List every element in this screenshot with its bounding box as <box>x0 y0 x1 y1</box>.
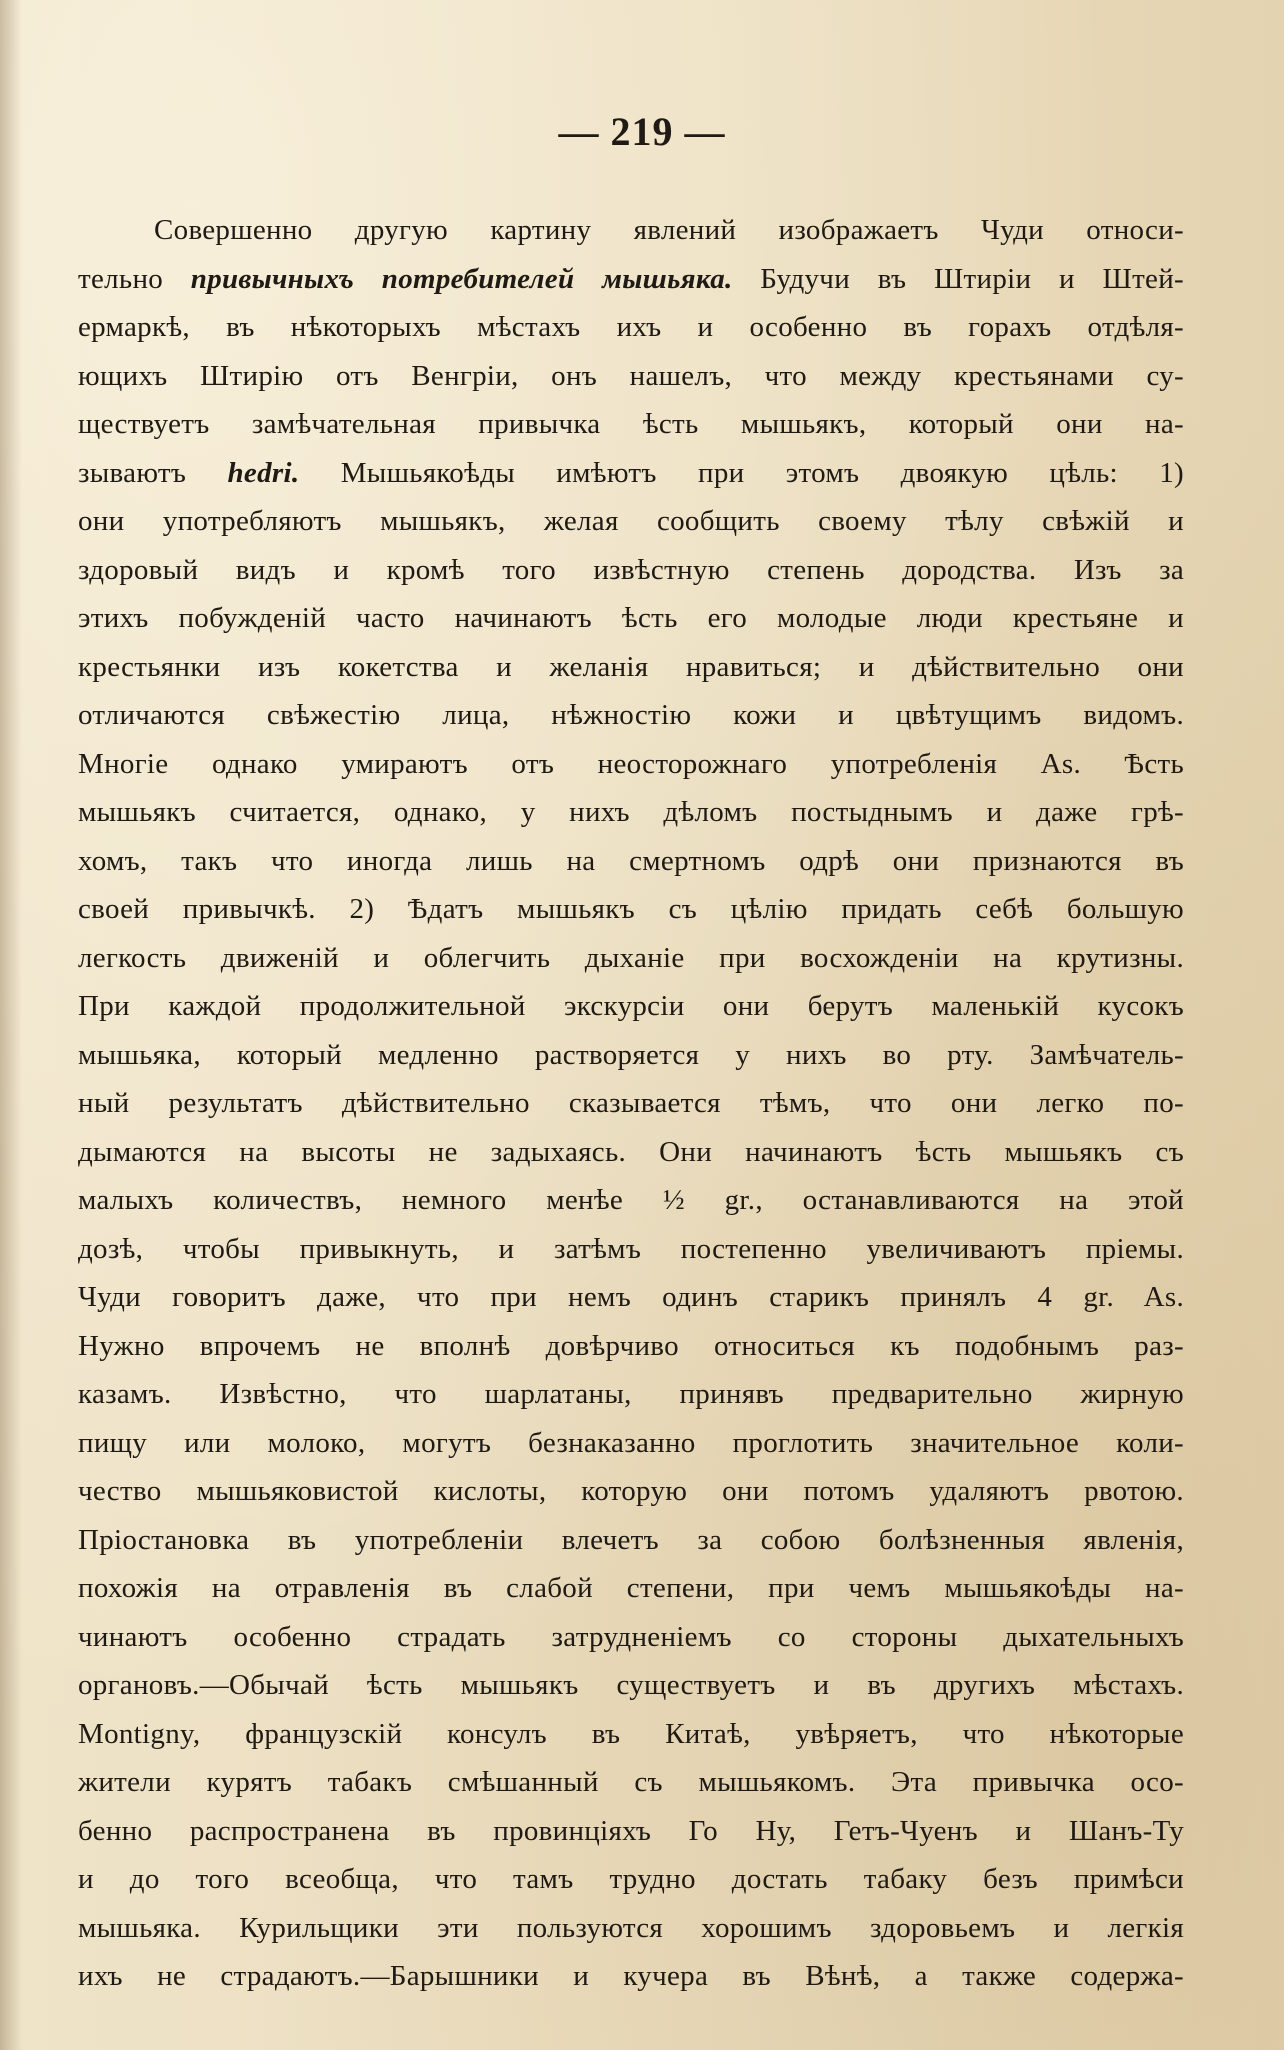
text-line: они употребляютъ мышьякъ, желая сообщить своему тѣлу свѣжій и <box>78 505 1184 537</box>
text-line: легкость движеній и облегчить дыханіе при восхожденіи на крутизны. <box>78 941 1184 974</box>
binding-shadow <box>0 0 22 2050</box>
text-line: ермаркѣ, въ нѣкоторыхъ мѣстахъ ихъ и особенно въ горахъ отдѣля- <box>78 311 1184 343</box>
text-line: похожія на отравленія въ слабой степени, при чемъ мышьякоѣды на- <box>78 1572 1184 1604</box>
text-line: отличаются свѣжестію лица, нѣжностію кожи и цвѣтущимъ видомъ. <box>78 699 1184 731</box>
text-line: чинаютъ особенно страдать затрудненіемъ со стороны дыхательныхъ <box>78 1620 1184 1653</box>
text-line: Совершенно другую картину явлений изображаетъ Чуди относи- <box>154 214 1184 246</box>
text-line: мышьякъ считается, однако, у нихъ дѣломъ постыднымъ и даже грѣ- <box>78 796 1184 828</box>
text-line: пищу или молоко, могутъ безнаказанно проглотить значительное коли- <box>78 1426 1184 1459</box>
text-line: Чуди говоритъ даже, что при немъ одинъ старикъ принялъ 4 gr. As. <box>78 1281 1184 1313</box>
text-line: ющихъ Штирію отъ Венгріи, онъ нашелъ, что между крестьянами су- <box>78 359 1184 392</box>
text-line: этихъ побужденій часто начинаютъ ѣсть его молодые люди крестьяне и <box>78 602 1184 634</box>
text-line: крестьянки изъ кокетства и желанія нравиться; и дѣйствительно они <box>78 650 1184 683</box>
emphasized-text: привычныхъ потребителей мышьяка. <box>190 262 733 295</box>
page-number: — 219 — <box>558 109 726 154</box>
text-segment: зываютъ <box>78 456 228 489</box>
text-line: своей привычкѣ. 2) Ѣдатъ мышьякъ съ цѣлію придать себѣ большую <box>78 893 1184 925</box>
text-line: дозѣ, чтобы привыкнуть, и затѣмъ постепенно увеличиваютъ пріемы. <box>78 1232 1184 1265</box>
text-line: хомъ, такъ что иногда лишь на смертномъ одрѣ они признаются въ <box>78 844 1184 877</box>
text-segment: тельно <box>78 262 191 295</box>
text-line: ный результатъ дѣйствительно сказывается тѣмъ, что они легко по- <box>78 1087 1184 1119</box>
text-line: жители курятъ табакъ смѣшанный съ мышьякомъ. Эта привычка осо- <box>78 1766 1184 1798</box>
text-line <box>78 255 1184 304</box>
text-line: Многіе однако умираютъ отъ неосторожнаго употребленія As. Ѣсть <box>78 747 1184 780</box>
text-line: бенно распространена въ провинціяхъ Го Ну, Гетъ-Чуенъ и Шанъ-Ту <box>78 1814 1184 1847</box>
text-line: мышьяка, который медленно растворяется у нихъ во рту. Замѣчатель- <box>78 1038 1184 1071</box>
text-line: ществуетъ замѣчательная привычка ѣсть мышьякъ, который они на- <box>78 408 1184 440</box>
text-line: органовъ.—Обычай ѣсть мышьякъ существуетъ и въ другихъ мѣстахъ. <box>78 1669 1184 1701</box>
text-segment: Мышьякоѣды имѣютъ при этомъ двоякую цѣль: 1) <box>299 456 1184 489</box>
text-line: Нужно впрочемъ не вполнѣ довѣрчиво относиться къ подобнымъ раз- <box>78 1329 1184 1362</box>
text-line: чество мышьяковистой кислоты, которую они потомъ удаляютъ рвотою. <box>78 1475 1184 1507</box>
text-line <box>78 449 1184 498</box>
text-line: мышьяка. Курильщики эти пользуются хорошимъ здоровьемъ и легкія <box>78 1911 1184 1944</box>
text-line: здоровый видъ и кромѣ того извѣстную степень дородства. Изъ за <box>78 553 1184 586</box>
emphasized-text: hedri. <box>227 456 300 489</box>
text-line: При каждой продолжительной экскурсіи они берутъ маленькій кусокъ <box>78 990 1184 1022</box>
text-line: Montigny, французскій консулъ въ Китаѣ, увѣряетъ, что нѣкоторые <box>78 1717 1184 1750</box>
text-line: дымаются на высоты не задыхаясь. Они начинаютъ ѣсть мышьякъ съ <box>78 1135 1184 1168</box>
text-line: казамъ. Извѣстно, что шарлатаны, принявъ предварительно жирную <box>78 1378 1184 1410</box>
body-text <box>78 206 1184 2001</box>
text-line: малыхъ количествъ, немного менѣе ½ gr., останавливаются на этой <box>78 1184 1184 1216</box>
text-line: и до того всеобща, что тамъ трудно достать табаку безъ примѣси <box>78 1863 1184 1895</box>
text-segment: Будучи въ Штиріи и Штей- <box>732 262 1184 295</box>
text-line: ихъ не страдаютъ.—Барышники и кучера въ Вѣнѣ, а также содержа- <box>78 1960 1184 1992</box>
text-line: Пріостановка въ употребленіи влечетъ за собою болѣзненныя явленія, <box>78 1523 1184 1556</box>
